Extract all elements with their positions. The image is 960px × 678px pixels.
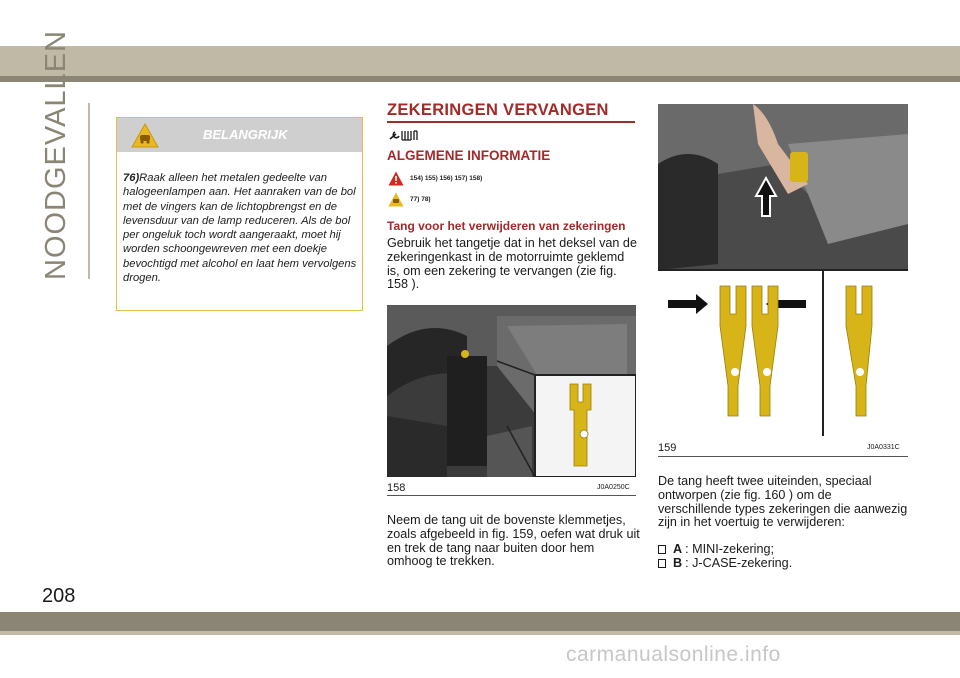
page-number: 208 <box>42 585 76 607</box>
wrench-icon <box>388 128 424 142</box>
section-rule <box>88 103 90 279</box>
tang-heading: Tang voor het verwijderen van zekeringen <box>387 219 626 233</box>
top-band <box>0 46 960 76</box>
figure-158-code: J0A0250C <box>597 484 630 491</box>
warning-title: BELANGRIJK <box>203 127 288 142</box>
car-warning-icon <box>131 123 159 148</box>
bottom-band <box>0 612 960 631</box>
car-caution-icon <box>388 192 404 207</box>
figure-159-image <box>658 104 908 436</box>
danger-refs: 154) 155) 156) 157) 158) <box>388 171 482 186</box>
figure-158-rule <box>387 495 636 496</box>
figure-159-code: J0A0331C <box>867 444 900 451</box>
tool-icons <box>388 128 424 147</box>
bottom-band-line <box>0 631 960 635</box>
figure-158-image <box>387 305 636 477</box>
figure-159-number: 159 <box>658 442 677 454</box>
list-item: A : MINI-zekering; <box>658 542 774 556</box>
figure-158-number: 158 <box>387 482 406 494</box>
warning-box <box>116 117 363 311</box>
watermark: carmanualsonline.info <box>566 643 781 666</box>
checkbox-bullet-icon <box>658 545 666 554</box>
paragraph-3: De tang heeft twee uiteinden, speciaal ontworpen (zie fig. 160 ) om de verschillende types zekeringen die aanwezig zijn in het voertuig te verwijderen: <box>658 474 908 530</box>
figure-159-rule <box>658 456 908 457</box>
warning-text: 76)Raak alleen het metalen gedeelte van halogeenlampen aan. Het aanraken van de bol met de vingers kan de lichtopbrengst en de levensduur van de lamp reduceren. Als de bol per ongeluk toch wordt aangeraakt, moet hij worden schoongewreven met een doekje bevochtigd met alcohol en laat hem vervolgens drogen. <box>123 172 357 285</box>
list-item: B : J-CASE-zekering. <box>658 556 792 570</box>
top-band-line <box>0 76 960 82</box>
main-heading-rule <box>387 121 635 123</box>
paragraph-1: Gebruik het tangetje dat in het deksel van de zekeringenkast in de motorruimte geklemd is, om een zekering te vervangen (zie fig. 158 ). <box>387 236 637 292</box>
warning-header <box>117 118 362 152</box>
caution-refs: 77) 78) <box>388 192 431 207</box>
paragraph-2: Neem de tang uit de bovenste klemmetjes, zoals afgebeeld in fig. 159, oefen wat druk uit en trek de tang naar buiten door hem omhoog te trekken. <box>387 513 640 569</box>
danger-icon <box>388 171 404 186</box>
warning-number: 76) <box>123 172 140 184</box>
checkbox-bullet-icon <box>658 559 666 568</box>
main-heading: ZEKERINGEN VERVANGEN <box>387 101 609 119</box>
subheading: ALGEMENE INFORMATIE <box>387 148 551 163</box>
